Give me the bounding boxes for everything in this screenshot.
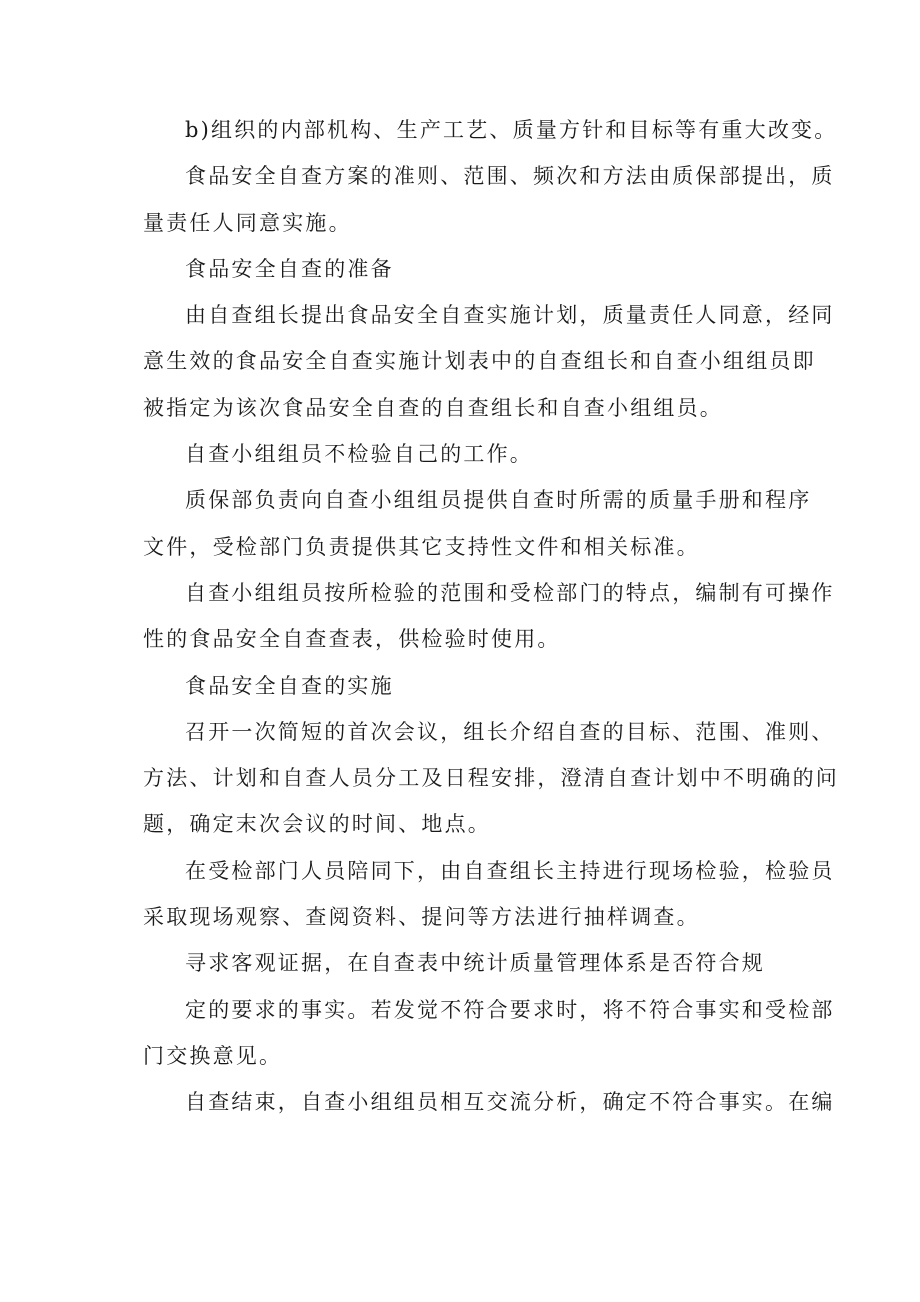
section-heading: 食品安全自查的实施 [185, 673, 394, 698]
text-line: 定的要求的事实。若发觉不符合要求时，将不符合事实和受检部 [185, 997, 835, 1022]
document-body [143, 114, 839, 1119]
text-line: 自查结束，自查小组组员相互交流分析，确定不符合事实。在编 [185, 1090, 835, 1115]
text-line: 题，确定末次会议的时间、地点。 [143, 812, 491, 837]
text-line: 采取现场观察、查阅资料、提问等方法进行抽样调查。 [143, 905, 700, 930]
text-line: 门交换意见。 [143, 1043, 283, 1068]
text-line: 食品安全自查方案的准则、范围、频次和方法由质保部提出，质 [185, 164, 835, 189]
text-line: 在受检部门人员陪同下，由自查组长主持进行现场检验，检验员 [185, 858, 835, 883]
text-line: 性的食品安全自查查表，供检验时使用。 [143, 627, 561, 652]
text-line: 质保部负责向自查小组组员提供自查时所需的质量手册和程序 [185, 488, 812, 513]
text-line: 寻求客观证据，在自查表中统计质量管理体系是否符合规 [185, 951, 765, 976]
section-heading: 食品安全自查的准备 [185, 256, 394, 281]
text-line: 召开一次简短的首次会议，组长介绍自查的目标、范围、准则、 [185, 719, 835, 744]
text-line: 被指定为该次食品安全自查的自查组长和自查小组组员。 [143, 395, 723, 420]
text-line: 由自查组长提出食品安全自查实施计划，质量责任人同意，经同 [185, 303, 835, 328]
text-line: 自查小组组员不检验自己的工作。 [185, 442, 533, 467]
text-line: b)组织的内部机构、生产工艺、质量方针和目标等有重大改变。 [185, 118, 838, 142]
text-line: 文件，受检部门负责提供其它支持性文件和相关标准。 [143, 534, 700, 559]
text-line: 方法、计划和自查人员分工及日程安排，澄清自查计划中不明确的问 [143, 766, 839, 791]
text-line: 量责任人同意实施。 [143, 210, 352, 235]
text-line: 意生效的食品安全自查实施计划表中的自查组长和自查小组组员即 [143, 349, 816, 374]
text-line: 自查小组组员按所检验的范围和受检部门的特点，编制有可操作 [185, 580, 835, 605]
